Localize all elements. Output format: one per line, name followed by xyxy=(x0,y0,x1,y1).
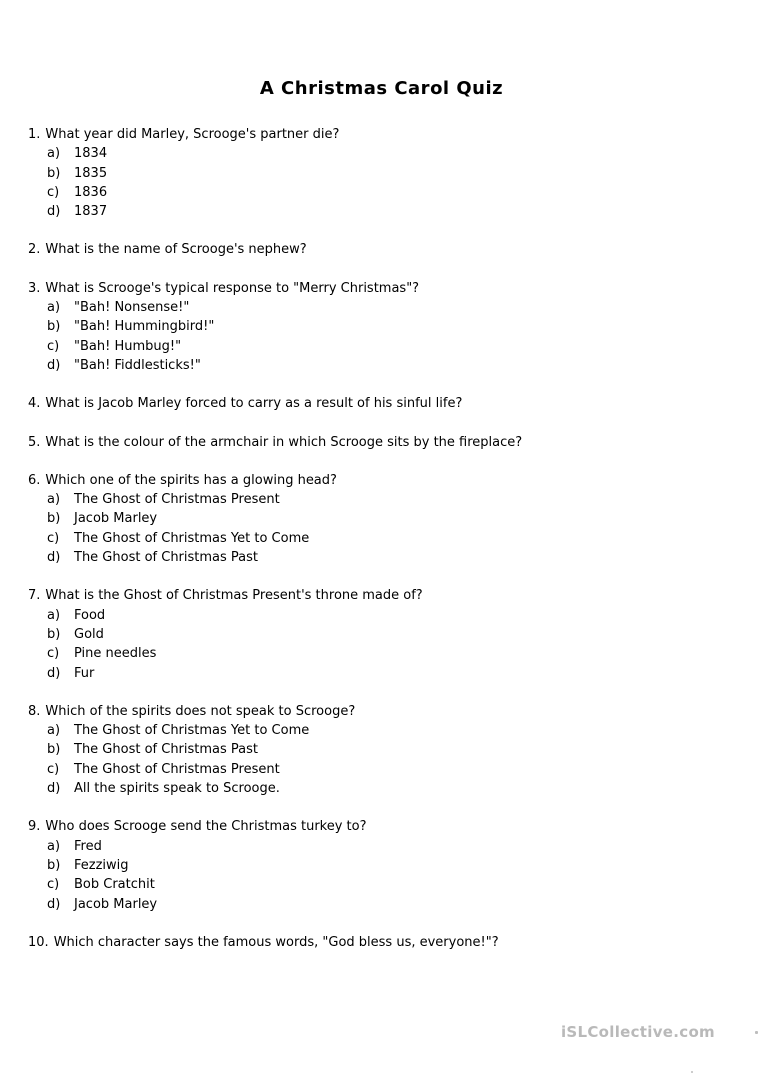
option-letter: c) xyxy=(47,530,60,546)
option-letter: d) xyxy=(47,204,61,220)
option-text: "Bah! Hummingbird!" xyxy=(74,319,215,335)
option-letter: c) xyxy=(47,761,60,777)
question-number: 2. xyxy=(28,242,41,258)
option-text: Fur xyxy=(74,665,95,681)
option-text: 1835 xyxy=(74,165,108,181)
question-block-10 xyxy=(28,933,747,952)
question-text: Which of the spirits does not speak to Scrooge? xyxy=(45,703,356,719)
option-row xyxy=(28,895,747,914)
option-text: "Bah! Nonsense!" xyxy=(74,300,190,316)
question-text: Which character says the famous words, "God bless us, everyone!"? xyxy=(53,934,499,950)
option-letter: c) xyxy=(47,338,60,354)
islcollective-watermark: iSLCollective.com xyxy=(560,1023,715,1041)
option-text: Fred xyxy=(74,838,102,854)
question-number: 6. xyxy=(28,472,41,488)
question-line xyxy=(28,817,747,836)
option-row xyxy=(28,490,747,509)
option-letter: b) xyxy=(47,165,61,181)
option-row xyxy=(28,202,747,221)
question-line xyxy=(28,394,747,413)
question-block-4 xyxy=(28,394,747,413)
option-row xyxy=(28,548,747,567)
option-row xyxy=(28,779,747,798)
option-text: Jacob Marley xyxy=(74,896,158,912)
option-text: Jacob Marley xyxy=(74,511,158,527)
artifact-dot xyxy=(691,1071,693,1073)
option-letter: a) xyxy=(47,146,61,162)
option-row xyxy=(28,644,747,663)
question-line xyxy=(28,586,747,605)
option-letter: b) xyxy=(47,319,61,335)
question-number: 7. xyxy=(28,588,41,604)
option-text: The Ghost of Christmas Yet to Come xyxy=(74,530,310,546)
question-number: 4. xyxy=(28,396,41,412)
option-text: The Ghost of Christmas Present xyxy=(74,761,280,777)
question-text: What year did Marley, Scrooge's partner die? xyxy=(45,127,340,142)
option-text: Bob Cratchit xyxy=(74,877,155,893)
question-block-5 xyxy=(28,433,747,452)
option-text: "Bah! Humbug!" xyxy=(74,338,182,354)
option-row xyxy=(28,298,747,317)
option-text: Food xyxy=(74,607,106,623)
option-letter: c) xyxy=(47,646,60,662)
option-row xyxy=(28,356,747,375)
question-number: 5. xyxy=(28,434,41,450)
option-row xyxy=(28,625,747,644)
question-line xyxy=(28,471,747,490)
option-row xyxy=(28,721,747,740)
option-letter: c) xyxy=(47,184,60,200)
option-letter: d) xyxy=(47,781,61,797)
option-letter: a) xyxy=(47,300,61,316)
question-number: 8. xyxy=(28,703,41,719)
option-letter: b) xyxy=(47,511,61,527)
option-row xyxy=(28,740,747,759)
option-row xyxy=(28,164,747,183)
question-text: What is the name of Scrooge's nephew? xyxy=(45,242,307,258)
option-row xyxy=(28,837,747,856)
question-text: Who does Scrooge send the Christmas turkey to? xyxy=(45,819,367,835)
option-row xyxy=(28,856,747,875)
option-row xyxy=(28,875,747,894)
option-text: 1834 xyxy=(74,146,108,162)
option-letter: b) xyxy=(47,857,61,873)
option-row xyxy=(28,144,747,163)
option-letter: d) xyxy=(47,665,61,681)
option-letter: a) xyxy=(47,492,61,508)
question-line xyxy=(28,933,747,952)
question-block-2 xyxy=(28,240,747,259)
question-line xyxy=(28,240,747,259)
option-text: The Ghost of Christmas Past xyxy=(74,742,259,758)
option-text: 1836 xyxy=(74,184,108,200)
question-number: 9. xyxy=(28,819,41,835)
option-text: Fezziwig xyxy=(74,857,129,873)
question-block-1 xyxy=(28,125,747,221)
option-letter: d) xyxy=(47,896,61,912)
option-row xyxy=(28,664,747,683)
question-line xyxy=(28,433,747,452)
option-letter: a) xyxy=(47,607,61,623)
option-letter: d) xyxy=(47,357,61,373)
page-title: A Christmas Carol Quiz xyxy=(259,78,504,99)
option-letter: c) xyxy=(47,877,60,893)
option-text: "Bah! Fiddlesticks!" xyxy=(74,357,201,373)
option-row xyxy=(28,183,747,202)
option-text: 1837 xyxy=(74,204,108,220)
question-line xyxy=(28,279,747,298)
option-row xyxy=(28,606,747,625)
question-number: 3. xyxy=(28,280,41,296)
option-row xyxy=(28,760,747,779)
question-text: Which one of the spirits has a glowing head? xyxy=(45,472,337,488)
option-letter: a) xyxy=(47,838,61,854)
option-row xyxy=(28,317,747,336)
question-text: What is Scrooge's typical response to "Merry Christmas"? xyxy=(45,280,420,296)
question-block-6 xyxy=(28,471,747,567)
question-block-7 xyxy=(28,586,747,682)
question-block-8 xyxy=(28,702,747,798)
artifact-dot xyxy=(755,1031,758,1034)
quiz-body xyxy=(28,125,747,971)
question-text: What is Jacob Marley forced to carry as a result of his sinful life? xyxy=(45,396,463,412)
question-block-3 xyxy=(28,279,747,375)
option-letter: b) xyxy=(47,626,61,642)
question-line xyxy=(28,125,747,144)
question-number: 10. xyxy=(28,934,49,950)
option-text: All the spirits speak to Scrooge. xyxy=(74,781,280,797)
question-text: What is the colour of the armchair in which Scrooge sits by the fireplace? xyxy=(45,434,523,450)
option-row xyxy=(28,529,747,548)
question-text: What is the Ghost of Christmas Present's throne made of? xyxy=(45,588,423,604)
option-text: The Ghost of Christmas Past xyxy=(74,550,259,566)
option-text: Gold xyxy=(74,626,104,642)
option-letter: a) xyxy=(47,723,61,739)
option-letter: d) xyxy=(47,550,61,566)
option-text: The Ghost of Christmas Yet to Come xyxy=(74,723,310,739)
option-letter: b) xyxy=(47,742,61,758)
option-text: Pine needles xyxy=(74,646,157,662)
option-row xyxy=(28,509,747,528)
question-number: 1. xyxy=(28,127,41,142)
option-text: The Ghost of Christmas Present xyxy=(74,492,280,508)
question-line xyxy=(28,702,747,721)
option-row xyxy=(28,337,747,356)
question-block-9 xyxy=(28,817,747,913)
